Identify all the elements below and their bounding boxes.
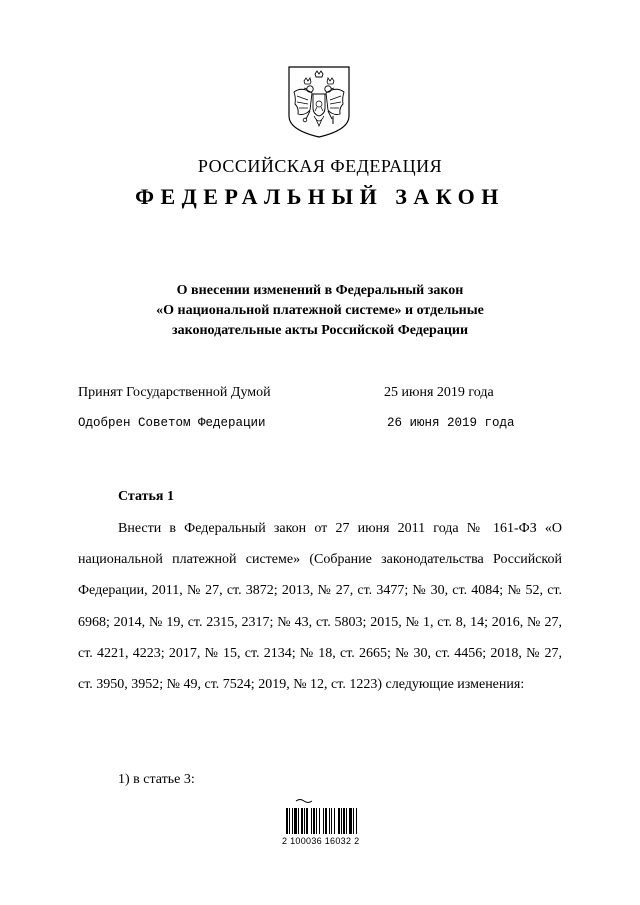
coat-of-arms-icon <box>286 64 352 140</box>
approval-council-date: 26 июня 2019 года <box>387 416 515 430</box>
article-paragraph <box>78 513 562 700</box>
article-item: 1) в статье 3: <box>118 772 195 787</box>
article-paragraph-text: Внести в Федеральный закон от 27 июня 2011 года № 161-ФЗ «О национальной платежной системе» (Собрание законодательства Российской Федерации, 2011, № 27, ст. 3872; 2013, № 27, ст. 3477; № 30, ст. 4084; № 52, ст. 6968; 2014, № 19, ст. 2315, 2317; № 43, ст. 5803; 2015, № 1, ст. 8, 14; 2016, № 27, ст. 4221, 4223; 2017, № 15, ст. 2134; № 18, ст. 2665; № 30, ст. 4456; 2018, № 27, ст. 3950, 3952; № 49, ст. 7524; 2019, № 12, ст. 1223) следующие изменения: <box>78 521 562 693</box>
article-heading: Статья 1 <box>118 489 174 504</box>
law-title-line: законодательные акты Российской Федерации <box>171 323 469 338</box>
adoption-duma-date: 25 июня 2019 года <box>384 385 494 400</box>
country-name: РОССИЙСКАЯ ФЕДЕРАЦИЯ <box>197 156 443 176</box>
approval-council-label: Одобрен Советом Федерации <box>78 416 266 430</box>
law-title-line: «О национальной платежной системе» и отдельные <box>156 303 484 318</box>
adoption-duma-label: Принят Государственной Думой <box>78 385 271 400</box>
law-title-line: О внесении изменений в Федеральный закон <box>176 283 464 298</box>
law-title <box>60 281 580 341</box>
law-type-heading: ФЕДЕРАЛЬНЫЙ ЗАКОН <box>135 184 505 209</box>
barcode-number: 2 100036 16032 2 <box>282 836 360 846</box>
